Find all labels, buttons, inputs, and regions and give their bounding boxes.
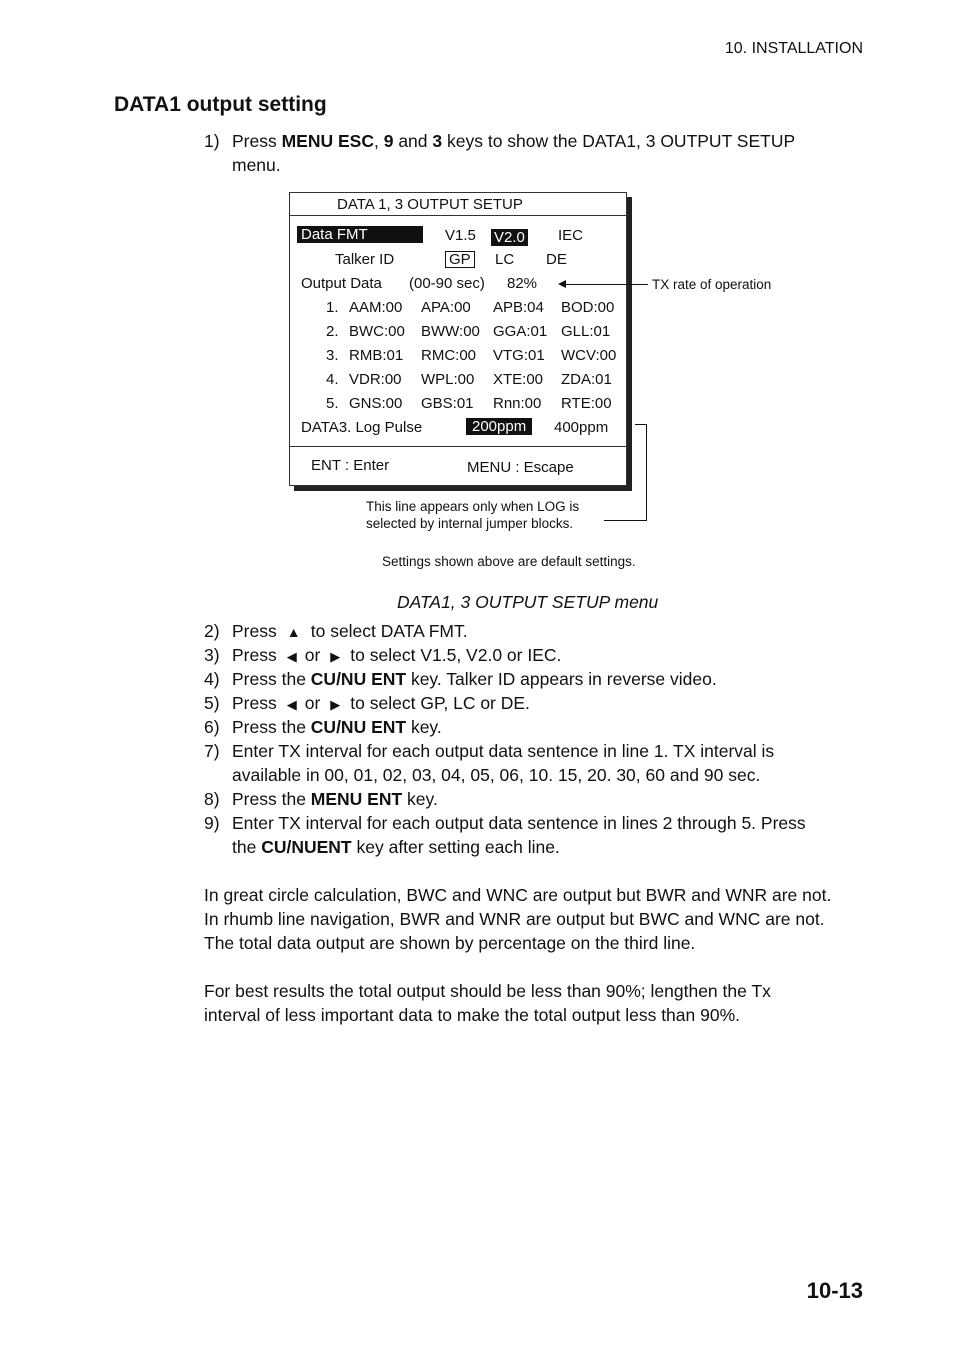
menu-divider xyxy=(290,446,626,447)
sentence-interval-cell[interactable]: WPL:00 xyxy=(421,371,475,388)
sentence-row-number: 3. xyxy=(326,347,339,364)
output-percentage: 82% xyxy=(507,275,538,292)
tx-rate-leader-line xyxy=(562,284,648,285)
text: key. Talker ID appears in reverse video. xyxy=(406,669,717,689)
text: and xyxy=(393,131,433,151)
log-callout-line1: This line appears only when LOG is xyxy=(366,499,580,514)
log-leader-line xyxy=(604,520,647,521)
text: keys to show the DATA1, 3 OUTPUT SETUP xyxy=(442,131,796,151)
step-text xyxy=(232,643,561,669)
paragraph-line: In rhumb line navigation, BWR and WNR are output but BWC and WNC are not. xyxy=(204,909,825,929)
sentence-interval-cell[interactable]: AAM:00 xyxy=(349,299,403,316)
sentence-interval-cell[interactable]: XTE:00 xyxy=(493,371,544,388)
sentence-row-number: 1. xyxy=(326,299,339,316)
sentence-interval-cell[interactable]: GNS:00 xyxy=(349,395,403,412)
text: key after setting each line. xyxy=(351,837,560,857)
step-text xyxy=(232,715,442,739)
text: to select V1.5, V2.0 or IEC. xyxy=(350,645,562,665)
step-number: 6) xyxy=(204,717,220,737)
step-number: 7) xyxy=(204,741,220,761)
step-text xyxy=(232,787,438,811)
ent-hint: ENT : Enter xyxy=(311,457,390,474)
menu-title: DATA 1, 3 OUTPUT SETUP xyxy=(337,196,523,213)
text: Press the xyxy=(232,669,311,689)
step-number: 2) xyxy=(204,621,220,641)
log-option-400ppm[interactable]: 400ppm xyxy=(554,419,609,436)
text: Press xyxy=(232,131,282,151)
left-arrow-icon: ◀ xyxy=(286,697,297,712)
log-option-200ppm[interactable]: 200ppm xyxy=(466,418,532,435)
sentence-interval-cell[interactable]: VTG:01 xyxy=(493,347,545,364)
paragraph-best-results xyxy=(204,979,771,1027)
text: the xyxy=(232,837,262,857)
tx-rate-callout: TX rate of operation xyxy=(652,277,772,292)
left-arrow-icon: ◀ xyxy=(286,649,297,664)
fmt-option-iec[interactable]: IEC xyxy=(558,227,584,244)
right-arrow-icon: ▶ xyxy=(330,649,341,664)
menu-divider xyxy=(290,215,626,216)
talker-option-lc[interactable]: LC xyxy=(495,251,515,268)
step-text-line2 xyxy=(232,835,560,859)
text: to select GP, LC or DE. xyxy=(350,693,530,713)
paragraph-output-rules xyxy=(204,883,831,955)
talker-option-gp[interactable]: GP xyxy=(445,251,475,268)
output-setup-menu xyxy=(289,192,627,486)
step-number: 8) xyxy=(204,789,220,809)
output-data-label: Output Data xyxy=(301,275,382,292)
chapter-header: 10. INSTALLATION xyxy=(724,40,863,57)
text: Press the xyxy=(232,717,311,737)
output-range: (00-90 sec) xyxy=(409,275,485,292)
paragraph-line: In great circle calculation, BWC and WNC are output but BWR and WNR are not. xyxy=(204,885,832,905)
key-name: MENU ENT xyxy=(310,789,403,809)
sentence-interval-cell[interactable]: APB:04 xyxy=(493,299,544,316)
sentence-interval-cell[interactable]: BOD:00 xyxy=(561,299,615,316)
step-number: 1) xyxy=(204,131,220,151)
sentence-interval-cell[interactable]: BWC:00 xyxy=(349,323,405,340)
log-callout-line2: selected by internal jumper blocks. xyxy=(366,516,574,531)
sentence-interval-cell[interactable]: APA:00 xyxy=(421,299,471,316)
text: Press xyxy=(232,645,277,665)
sentence-row-number: 2. xyxy=(326,323,339,340)
text: Press xyxy=(232,621,277,641)
sentence-interval-cell[interactable]: RMB:01 xyxy=(349,347,404,364)
log-leader-line xyxy=(646,424,647,521)
paragraph-line: The total data output are shown by percentage on the third line. xyxy=(204,933,696,953)
arrow-left-icon xyxy=(558,280,566,288)
data-fmt-label[interactable]: Data FMT xyxy=(297,226,423,243)
step-text-line2: menu. xyxy=(232,155,281,175)
step-text xyxy=(232,667,717,691)
step-text: Enter TX interval for each output data sentence in line 1. TX interval is xyxy=(232,741,775,761)
section-title: DATA1 output setting xyxy=(114,93,327,116)
step-text: Enter TX interval for each output data sentence in lines 2 through 5. Press xyxy=(232,813,806,833)
text: key. xyxy=(402,789,438,809)
step-text xyxy=(232,691,530,717)
key-name: CU/NU ENT xyxy=(310,669,407,689)
key-name: CU/NU ENT xyxy=(310,717,407,737)
sentence-interval-cell[interactable]: RTE:00 xyxy=(561,395,612,412)
sentence-interval-cell[interactable]: GBS:01 xyxy=(421,395,474,412)
up-arrow-icon: ▲ xyxy=(286,624,301,640)
sentence-interval-cell[interactable]: RMC:00 xyxy=(421,347,477,364)
step-number: 9) xyxy=(204,813,220,833)
sentence-row-number: 4. xyxy=(326,371,339,388)
step-text xyxy=(232,619,468,644)
escape-hint: MENU : Escape xyxy=(467,459,574,476)
text: or xyxy=(304,693,321,713)
text: Press xyxy=(232,693,277,713)
log-pulse-label: DATA3. Log Pulse xyxy=(301,419,423,436)
text: or xyxy=(304,645,321,665)
fmt-option-v20[interactable]: V2.0 xyxy=(491,229,528,246)
paragraph-line: For best results the total output should be less than 90%; lengthen the Tx xyxy=(204,981,771,1001)
sentence-interval-cell[interactable]: GLL:01 xyxy=(561,323,611,340)
key-name: 3 xyxy=(432,131,443,151)
key-name: 9 xyxy=(383,131,394,151)
step-number: 4) xyxy=(204,669,220,689)
sentence-interval-cell[interactable]: WCV:00 xyxy=(561,347,617,364)
paragraph-line: interval of less important data to make the total output less than 90%. xyxy=(204,1005,740,1025)
sentence-interval-cell[interactable]: BWW:00 xyxy=(421,323,480,340)
sentence-interval-cell[interactable]: ZDA:01 xyxy=(561,371,612,388)
page-number: 10-13 xyxy=(806,1278,863,1303)
step-number: 3) xyxy=(204,645,220,665)
step-text-line2: available in 00, 01, 02, 03, 04, 05, 06, 10. 15, 20. 30, 60 and 90 sec. xyxy=(232,765,761,785)
text: key. xyxy=(406,717,442,737)
text: to select DATA FMT. xyxy=(310,621,468,641)
key-name: MENU ESC xyxy=(281,131,374,151)
talker-id-label[interactable]: Talker ID xyxy=(335,251,395,268)
sentence-row-number: 5. xyxy=(326,395,339,412)
step-number: 5) xyxy=(204,693,220,713)
text: , xyxy=(373,131,384,151)
step-text xyxy=(232,129,795,153)
sentence-interval-cell[interactable]: VDR:00 xyxy=(349,371,402,388)
figure-caption: DATA1, 3 OUTPUT SETUP menu xyxy=(397,592,659,612)
right-arrow-icon: ▶ xyxy=(330,697,341,712)
defaults-note: Settings shown above are default settings. xyxy=(382,554,636,569)
sentence-interval-cell[interactable]: Rnn:00 xyxy=(493,395,542,412)
sentence-interval-cell[interactable]: GGA:01 xyxy=(493,323,548,340)
key-name: CU/NUENT xyxy=(261,837,352,857)
fmt-option-v15[interactable]: V1.5 xyxy=(445,227,476,244)
talker-option-de[interactable]: DE xyxy=(546,251,567,268)
text: Press the xyxy=(232,789,311,809)
